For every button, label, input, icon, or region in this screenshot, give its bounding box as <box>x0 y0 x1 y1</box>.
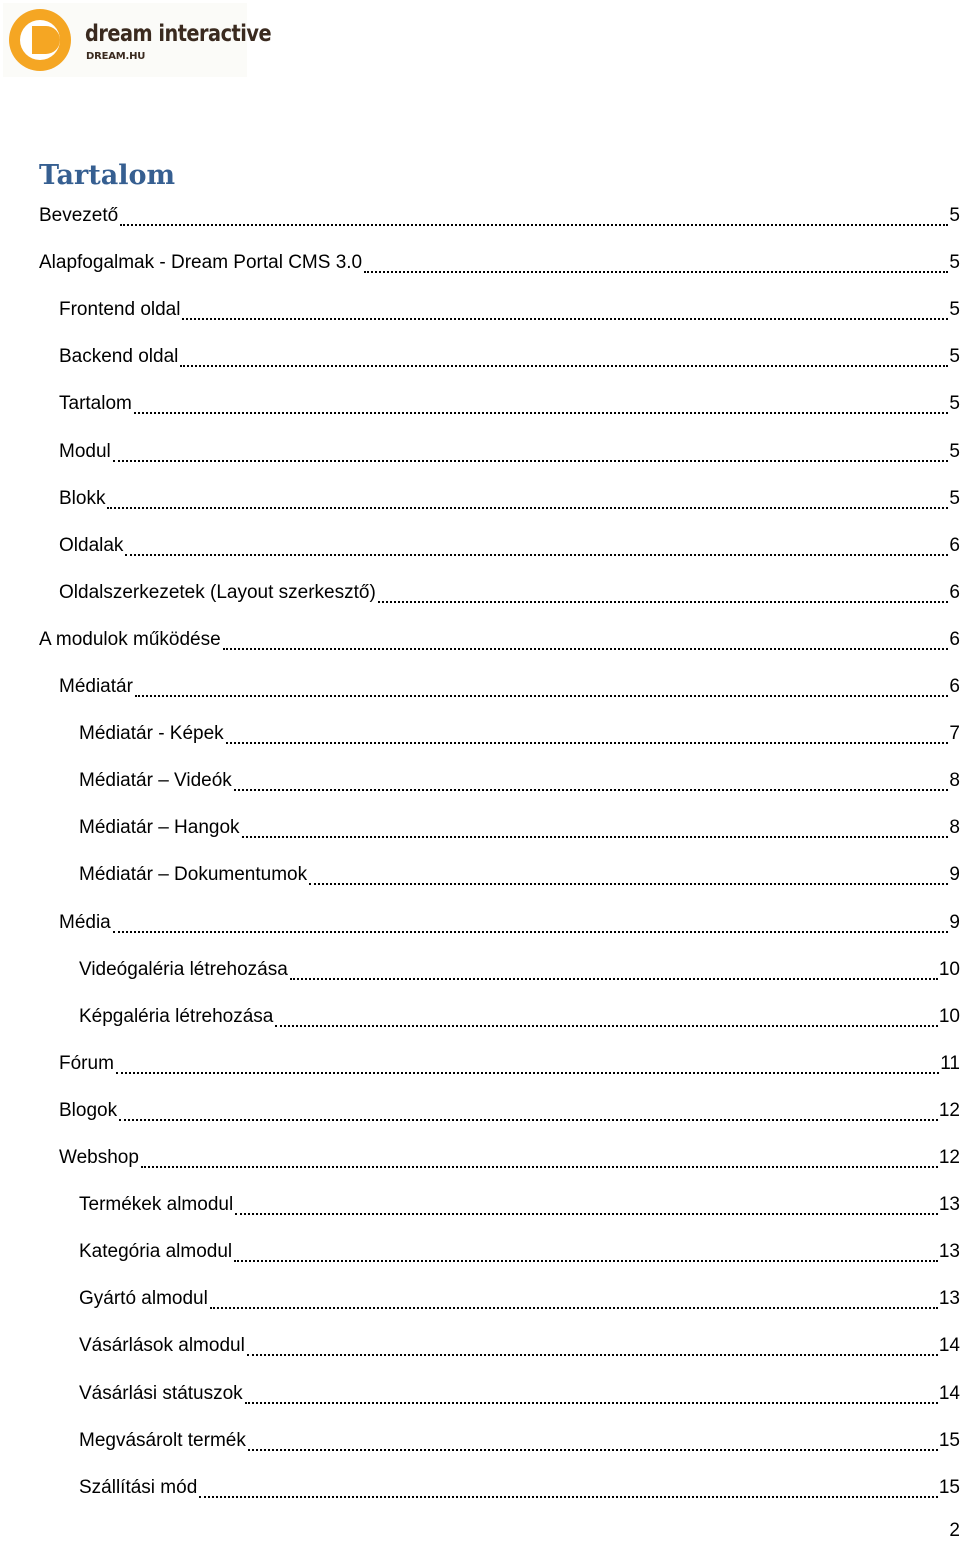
toc-entry[interactable] <box>79 1229 960 1275</box>
toc-entry[interactable] <box>39 617 960 663</box>
toc-dot-leader <box>378 601 949 603</box>
toc-entry-page: 5 <box>949 440 960 462</box>
toc-entry-page: 5 <box>949 205 960 226</box>
toc-entry-page: 15 <box>938 1429 960 1451</box>
toc-entry-label: Backend oldal <box>59 346 179 368</box>
toc-dot-leader <box>134 412 949 414</box>
toc-entry[interactable] <box>59 900 960 946</box>
toc-entry[interactable] <box>79 711 960 757</box>
toc-entry-page: 6 <box>949 581 960 603</box>
toc-entry[interactable] <box>59 570 960 616</box>
toc-entry-label: Modul <box>59 440 111 462</box>
toc-entry-page: 6 <box>949 628 960 650</box>
toc-dot-leader <box>275 1025 938 1027</box>
toc-dot-leader <box>245 1402 938 1404</box>
toc-entry-page: 8 <box>949 817 960 839</box>
toc-dot-leader <box>247 1354 938 1356</box>
toc-dot-leader <box>113 931 949 933</box>
toc-entry[interactable] <box>59 476 960 522</box>
toc-entry-label: Vásárlások almodul <box>79 1335 245 1357</box>
toc-dot-leader <box>248 1449 938 1451</box>
toc-dot-leader <box>210 1307 938 1309</box>
toc-dot-leader <box>125 554 948 556</box>
toc-entry[interactable] <box>79 1323 960 1369</box>
toc-entry[interactable] <box>59 1041 960 1087</box>
toc-entry[interactable] <box>79 1182 960 1228</box>
toc-dot-leader <box>116 1072 939 1074</box>
logo-domain: DREAM.HU <box>86 51 146 62</box>
toc-entry[interactable] <box>59 523 960 569</box>
toc-entry-label: Megvásárolt termék <box>79 1429 246 1451</box>
toc-entry-label: Webshop <box>59 1147 139 1168</box>
toc-dot-leader <box>113 460 949 462</box>
toc-title: Tartalom <box>39 160 176 191</box>
toc-entry[interactable] <box>59 287 960 333</box>
toc-entry-label: Képgaléria létrehozása <box>79 1005 274 1027</box>
toc-entry-label: Blogok <box>59 1099 118 1121</box>
toc-entry[interactable] <box>79 994 960 1040</box>
toc-entry-page: 14 <box>938 1382 960 1404</box>
toc-entry-page: 5 <box>949 299 960 321</box>
toc-dot-leader <box>120 224 948 226</box>
toc-dot-leader <box>199 1496 938 1498</box>
toc-entry-page: 8 <box>949 770 960 792</box>
toc-entry-page: 11 <box>940 1052 960 1074</box>
toc-entry-page: 9 <box>949 864 960 886</box>
toc-entry-page: 15 <box>938 1476 960 1498</box>
toc-entry-label: Blokk <box>59 487 106 509</box>
toc-entry[interactable] <box>79 1276 960 1322</box>
page-number: 2 <box>949 1520 960 1541</box>
toc-entry-label: Médiatár – Videók <box>79 770 232 792</box>
toc-entry[interactable] <box>79 947 960 993</box>
company-logo <box>3 3 272 77</box>
toc-entry[interactable] <box>59 381 960 427</box>
toc-dot-leader <box>135 695 949 697</box>
toc-dot-leader <box>119 1119 938 1121</box>
toc-dot-leader <box>141 1166 938 1168</box>
toc-entry[interactable] <box>59 429 960 475</box>
toc-entry-page: 5 <box>949 393 960 415</box>
toc-entry[interactable] <box>39 193 960 239</box>
toc-entry-label: Fórum <box>59 1052 114 1074</box>
toc-entry-page: 10 <box>938 958 960 980</box>
toc-entry[interactable] <box>79 852 960 898</box>
toc-dot-leader <box>290 978 938 980</box>
toc-entry-page: 14 <box>938 1335 960 1357</box>
toc-dot-leader <box>309 883 948 885</box>
toc-entry-label: Szállítási mód <box>79 1476 198 1498</box>
toc-dot-leader <box>234 789 949 791</box>
toc-entry-label: Oldalak <box>59 534 124 556</box>
toc-entry-label: Médiatár – Hangok <box>79 817 240 839</box>
logo-wordmark: dream interactive <box>85 21 272 47</box>
toc-entry-label: Videógaléria létrehozása <box>79 958 288 980</box>
toc-entry-page: 6 <box>949 676 960 697</box>
toc-dot-leader <box>226 742 949 744</box>
toc-entry-page: 6 <box>949 534 960 556</box>
toc-entry-page: 10 <box>938 1005 960 1027</box>
toc-entry-page: 7 <box>949 723 960 745</box>
toc-entry-label: Termékek almodul <box>79 1194 234 1216</box>
toc-entry[interactable] <box>59 1088 960 1134</box>
toc-entry[interactable] <box>59 664 960 710</box>
toc-entry-page: 13 <box>938 1288 960 1310</box>
toc-entry[interactable] <box>59 1135 960 1181</box>
toc-entry[interactable] <box>79 1418 960 1464</box>
toc-entry-page: 13 <box>938 1241 960 1263</box>
toc-entry-label: Kategória almodul <box>79 1241 233 1263</box>
toc-dot-leader <box>182 318 948 320</box>
toc-entry-page: 5 <box>949 346 960 368</box>
toc-dot-leader <box>364 271 948 273</box>
toc-entry-label: Vásárlási státuszok <box>79 1382 243 1404</box>
toc-entry-label: Alapfogalmak - Dream Portal CMS 3.0 <box>39 252 363 274</box>
toc-entry[interactable] <box>79 805 960 851</box>
toc-dot-leader <box>107 507 948 509</box>
toc-entry-label: Médiatár – Dokumentumok <box>79 864 308 886</box>
toc-entry-label: Tartalom <box>59 393 132 415</box>
toc-entry[interactable] <box>79 1371 960 1417</box>
toc-entry-label: Bevezető <box>39 205 119 226</box>
toc-entry[interactable] <box>59 334 960 380</box>
toc-dot-leader <box>235 1213 938 1215</box>
toc-entry-page: 12 <box>938 1099 960 1121</box>
toc-entry-page: 9 <box>949 911 960 933</box>
toc-dot-leader <box>242 836 949 838</box>
toc-entry-page: 13 <box>938 1194 960 1216</box>
toc-dot-leader <box>234 1260 938 1262</box>
toc-entry-label: Médiatár - Képek <box>79 723 224 745</box>
toc-entry-label: Médiatár <box>59 676 133 697</box>
toc-entry[interactable] <box>79 1465 960 1511</box>
toc-entry-page: 12 <box>938 1147 960 1168</box>
toc-dot-leader <box>223 648 949 650</box>
toc-entry-label: Gyártó almodul <box>79 1288 208 1310</box>
toc-entry-label: Oldalszerkezetek (Layout szerkesztő) <box>59 581 376 603</box>
play-logo-icon <box>7 7 73 73</box>
toc-entry-label: A modulok működése <box>39 628 221 650</box>
toc-entry[interactable] <box>79 758 960 804</box>
toc-dot-leader <box>180 365 948 367</box>
toc-entry-page: 5 <box>949 252 960 274</box>
toc-entry-label: Frontend oldal <box>59 299 181 321</box>
toc-entry[interactable] <box>39 240 960 286</box>
toc-entry-label: Média <box>59 911 111 933</box>
toc-entry-page: 5 <box>949 487 960 509</box>
